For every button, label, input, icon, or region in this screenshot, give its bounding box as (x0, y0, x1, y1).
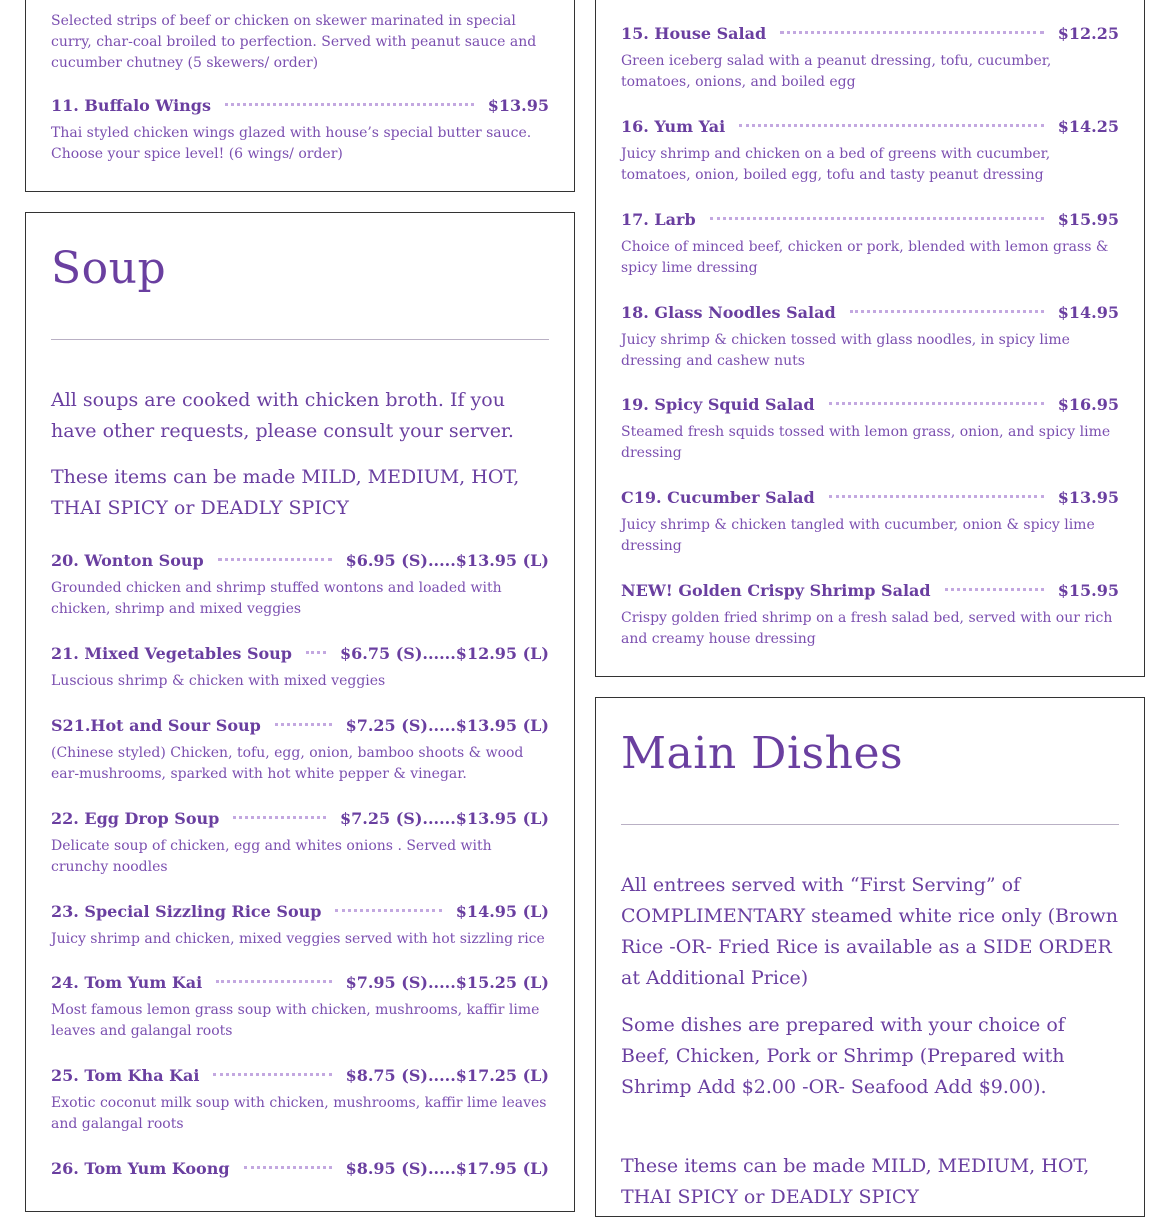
item-description: Juicy shrimp & chicken tossed with glass noodles, in spicy lime dressing and cashew nuts (621, 332, 1070, 369)
item-description: Steamed fresh squids tossed with lemon grass, onion, and spicy lime dressing (621, 424, 1111, 461)
dot-leader (244, 1166, 332, 1169)
menu-item (621, 485, 1119, 557)
item-name: 24. Tom Yum Kai (51, 972, 203, 992)
menu-item (51, 548, 549, 620)
item-price: $8.95 (S).....$17.95 (L) (345, 1158, 549, 1178)
appetizers-section (25, 0, 575, 192)
item-price: $13.95 (487, 95, 549, 115)
item-description: Delicate soup of chicken, egg and whites onions . Served with crunchy noodles (51, 838, 492, 875)
item-name: 17. Larb (621, 209, 696, 229)
item-price: $15.95 (1057, 580, 1119, 600)
section-divider (621, 824, 1119, 825)
dot-leader (829, 495, 1044, 498)
menu-item (621, 114, 1119, 186)
item-name: NEW! Golden Crispy Shrimp Salad (621, 580, 931, 600)
item-name: 16. Yum Yai (621, 116, 726, 136)
item-name: S21.Hot and Sour Soup (51, 715, 261, 735)
item-name: 15. House Salad (621, 23, 767, 43)
item-description: Selected strips of beef or chicken on skewer marinated in special curry, char-coal broiled to perfection. Served with peanut sauce and cucumber chutney (5 skewers/ order) (51, 13, 537, 71)
item-description: Most famous lemon grass soup with chicken, mushrooms, kaffir lime leaves and galangal roots (51, 1002, 540, 1039)
item-name: 26. Tom Yum Koong (51, 1158, 230, 1178)
menu-item (51, 1156, 549, 1180)
item-price: $6.95 (S).....$13.95 (L) (345, 550, 549, 570)
rice-note: All entrees served with “First Serving” of COMPLIMENTARY steamed white rice only (Brown Rice -OR- Fried Rice is available as a SIDE ORDER at Additional Price) (621, 874, 1119, 989)
menu-item (621, 300, 1119, 372)
dot-leader (216, 980, 331, 983)
item-price: $13.95 (1057, 487, 1119, 507)
menu-item (51, 1063, 549, 1135)
item-price: $7.25 (S).....$13.95 (L) (345, 715, 549, 735)
item-description: Exotic coconut milk soup with chicken, mushrooms, kaffir lime leaves and galangal roots (51, 1095, 547, 1132)
item-price: $8.75 (S).....$17.25 (L) (345, 1065, 549, 1085)
menu-item (51, 641, 549, 692)
item-price: $12.25 (1057, 23, 1119, 43)
dot-leader (335, 909, 441, 912)
protein-note: Some dishes are prepared with your choice of Beef, Chicken, Pork or Shrimp (Prepared with Shrimp Add $2.00 -OR- Seafood Add $9.00). (621, 1014, 1065, 1098)
section-title: Main Dishes (621, 728, 904, 779)
item-name: 23. Special Sizzling Rice Soup (51, 901, 322, 921)
spice-note: These items can be made MILD, MEDIUM, HOT, THAI SPICY or DEADLY SPICY (51, 466, 520, 519)
menu-item (621, 21, 1119, 93)
menu-item (621, 578, 1119, 650)
item-name: C19. Cucumber Salad (621, 487, 815, 507)
item-price: $6.75 (S)......$12.95 (L) (340, 643, 549, 663)
section-note: All soups are cooked with chicken broth. If you have other requests, please consult your server. (51, 389, 514, 442)
item-price: $14.95 (1057, 302, 1119, 322)
dot-leader (850, 310, 1044, 313)
item-price: $16.95 (1057, 394, 1119, 414)
item-price: $15.95 (1057, 209, 1119, 229)
menu-item (51, 11, 549, 74)
dot-leader (225, 103, 474, 106)
item-price: $14.25 (1057, 116, 1119, 136)
dot-leader (710, 217, 1044, 220)
menu-item (51, 970, 549, 1042)
item-name: 21. Mixed Vegetables Soup (51, 643, 292, 663)
item-description: Juicy shrimp & chicken tangled with cucumber, onion & spicy lime dressing (621, 517, 1095, 554)
item-description: Crispy golden fried shrimp on a fresh salad bed, served with our rich and creamy house dressing (621, 610, 1113, 647)
item-description: Choice of minced beef, chicken or pork, blended with lemon grass & spicy lime dressing (621, 239, 1109, 276)
soup-section (25, 212, 575, 1212)
section-divider (51, 339, 549, 340)
item-name: 22. Egg Drop Soup (51, 808, 220, 828)
section-title: Soup (51, 243, 167, 294)
item-price: $7.25 (S)......$13.95 (L) (340, 808, 549, 828)
menu-item (51, 899, 549, 950)
item-description: Juicy shrimp and chicken on a bed of greens with cucumber, tomatoes, onion, boiled egg, tofu and tasty peanut dressing (621, 146, 1051, 183)
item-name: 19. Spicy Squid Salad (621, 394, 815, 414)
menu-item (51, 93, 549, 165)
dot-leader (275, 723, 332, 726)
item-description: Green iceberg salad with a peanut dressing, tofu, cucumber, tomatoes, onions, and boiled egg (621, 53, 1052, 90)
menu-item (621, 392, 1119, 464)
menu-item (621, 207, 1119, 279)
item-description: (Chinese styled) Chicken, tofu, egg, onion, bamboo shoots & wood ear-mushrooms, sparked with hot white pepper & vinegar. (51, 745, 524, 782)
dot-leader (739, 124, 1044, 127)
main-dishes-section (595, 697, 1145, 1217)
dot-leader (780, 31, 1044, 34)
dot-leader (213, 1073, 331, 1076)
dot-leader (306, 651, 326, 654)
dot-leader (829, 402, 1044, 405)
menu-item (51, 806, 549, 878)
item-description: Juicy shrimp and chicken, mixed veggies served with hot sizzling rice (51, 931, 545, 947)
item-price: $7.95 (S).....$15.25 (L) (345, 972, 549, 992)
menu-item (51, 713, 549, 785)
item-description: Thai styled chicken wings glazed with house’s special butter sauce. Choose your spice level! (6 wings/ order) (51, 125, 532, 162)
dot-leader (233, 816, 326, 819)
item-description: Luscious shrimp & chicken with mixed veggies (51, 673, 386, 689)
item-name: 11. Buffalo Wings (51, 95, 211, 115)
salad-section (595, 0, 1145, 677)
spice-note: These items can be made MILD, MEDIUM, HOT, THAI SPICY or DEADLY SPICY (621, 1155, 1090, 1208)
dot-leader (945, 588, 1044, 591)
item-name: 25. Tom Kha Kai (51, 1065, 200, 1085)
item-description: Grounded chicken and shrimp stuffed wontons and loaded with chicken, shrimp and mixed veggies (51, 580, 502, 617)
item-name: 20. Wonton Soup (51, 550, 204, 570)
item-price: $14.95 (L) (455, 901, 549, 921)
dot-leader (218, 558, 332, 561)
item-name: 18. Glass Noodles Salad (621, 302, 836, 322)
